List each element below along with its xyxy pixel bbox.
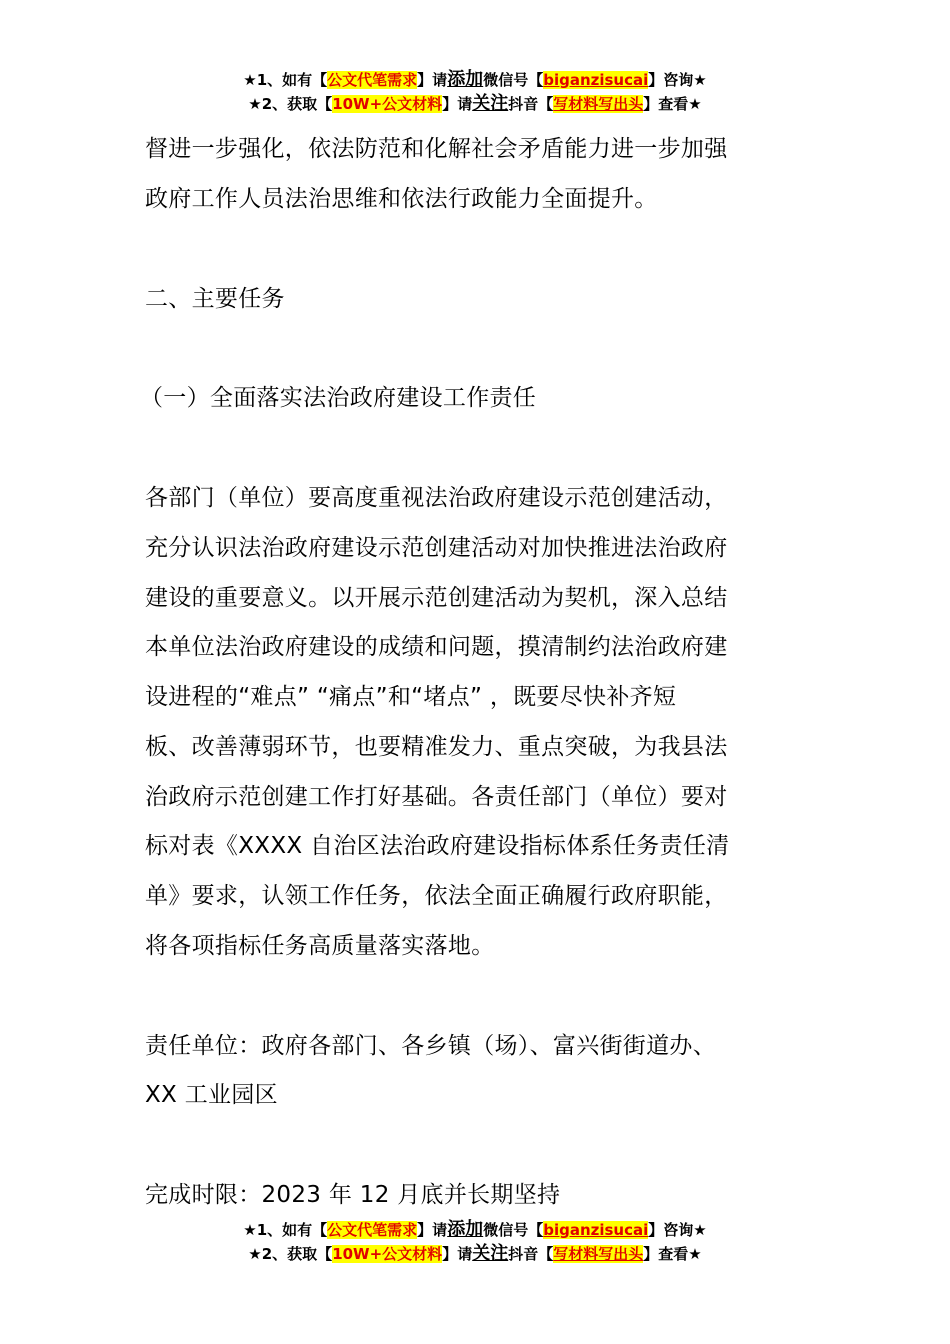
text: ★1、如有【 [243, 71, 328, 89]
text: 】咨询★ [648, 1221, 707, 1239]
body-line: 建设的重要意义。以开展示范创建活动为契机，深入总结 [145, 585, 728, 611]
text: 微信号【 [483, 71, 544, 89]
text: ★2、获取【 [248, 1245, 333, 1263]
emphasis: 添加 [447, 1219, 484, 1240]
highlight: 10W+公文材料 [332, 95, 443, 113]
text: 】请 [417, 1221, 448, 1239]
body-line: 治政府示范创建工作打好基础。各责任部门（单位）要对 [145, 784, 728, 810]
responsible-units-cont: XX 工业园区 [145, 1082, 278, 1108]
text: 抖音【 [508, 95, 554, 113]
text: 】请 [442, 1245, 473, 1263]
banner-line-2 [0, 92, 950, 116]
text: 抖音【 [508, 1245, 554, 1263]
body-line: 充分认识法治政府建设示范创建活动对加快推进法治政府 [145, 535, 728, 561]
douyin-id: 写材料写出头 [553, 1245, 644, 1263]
highlight: 10W+公文材料 [332, 1245, 443, 1263]
wechat-id: biganzisucai [543, 1221, 649, 1239]
wechat-id: biganzisucai [543, 71, 649, 89]
douyin-id: 写材料写出头 [553, 95, 644, 113]
bottom-banner [0, 1218, 950, 1266]
highlight: 公文代笔需求 [327, 71, 418, 89]
text: 】查看★ [643, 1245, 702, 1263]
body-line: 板、改善薄弱环节，也要精准发力、重点突破，为我县法 [145, 734, 728, 760]
banner-line-1 [0, 68, 950, 92]
body-line: 督进一步强化，依法防范和化解社会矛盾能力进一步加强 [145, 136, 728, 162]
text: 】请 [442, 95, 473, 113]
body-line: 标对表《XXXX 自治区法治政府建设指标体系任务责任清 [145, 833, 730, 859]
text: ★1、如有【 [243, 1221, 328, 1239]
body-line: 单》要求，认领工作任务，依法全面正确履行政府职能， [145, 883, 728, 909]
highlight: 公文代笔需求 [327, 1221, 418, 1239]
emphasis: 关注 [472, 1243, 509, 1264]
text: ★2、获取【 [248, 95, 333, 113]
text: 】请 [417, 71, 448, 89]
text: 】查看★ [643, 95, 702, 113]
banner-line-2 [0, 1242, 950, 1266]
text: 】咨询★ [648, 71, 707, 89]
body-line: 设进程的“难点” “痛点”和“堵点” ，既要尽快补齐短 [145, 684, 677, 710]
subsection-heading: （一）全面落实法治政府建设工作责任 [140, 385, 537, 411]
emphasis: 关注 [472, 93, 509, 114]
deadline: 完成时限：2023 年 12 月底并长期坚持 [145, 1182, 561, 1208]
body-line: 政府工作人员法治思维和依法行政能力全面提升。 [145, 186, 658, 212]
section-heading: 二、主要任务 [145, 286, 285, 312]
emphasis: 添加 [447, 69, 484, 90]
body-line: 本单位法治政府建设的成绩和问题，摸清制约法治政府建 [145, 634, 728, 660]
body-line: 将各项指标任务高质量落实落地。 [145, 933, 495, 959]
body-line: 各部门（单位）要高度重视法治政府建设示范创建活动， [145, 485, 728, 511]
responsible-units: 责任单位：政府各部门、各乡镇（场）、富兴街街道办、 [145, 1033, 716, 1059]
top-banner [0, 68, 950, 116]
text: 微信号【 [483, 1221, 544, 1239]
banner-line-1 [0, 1218, 950, 1242]
